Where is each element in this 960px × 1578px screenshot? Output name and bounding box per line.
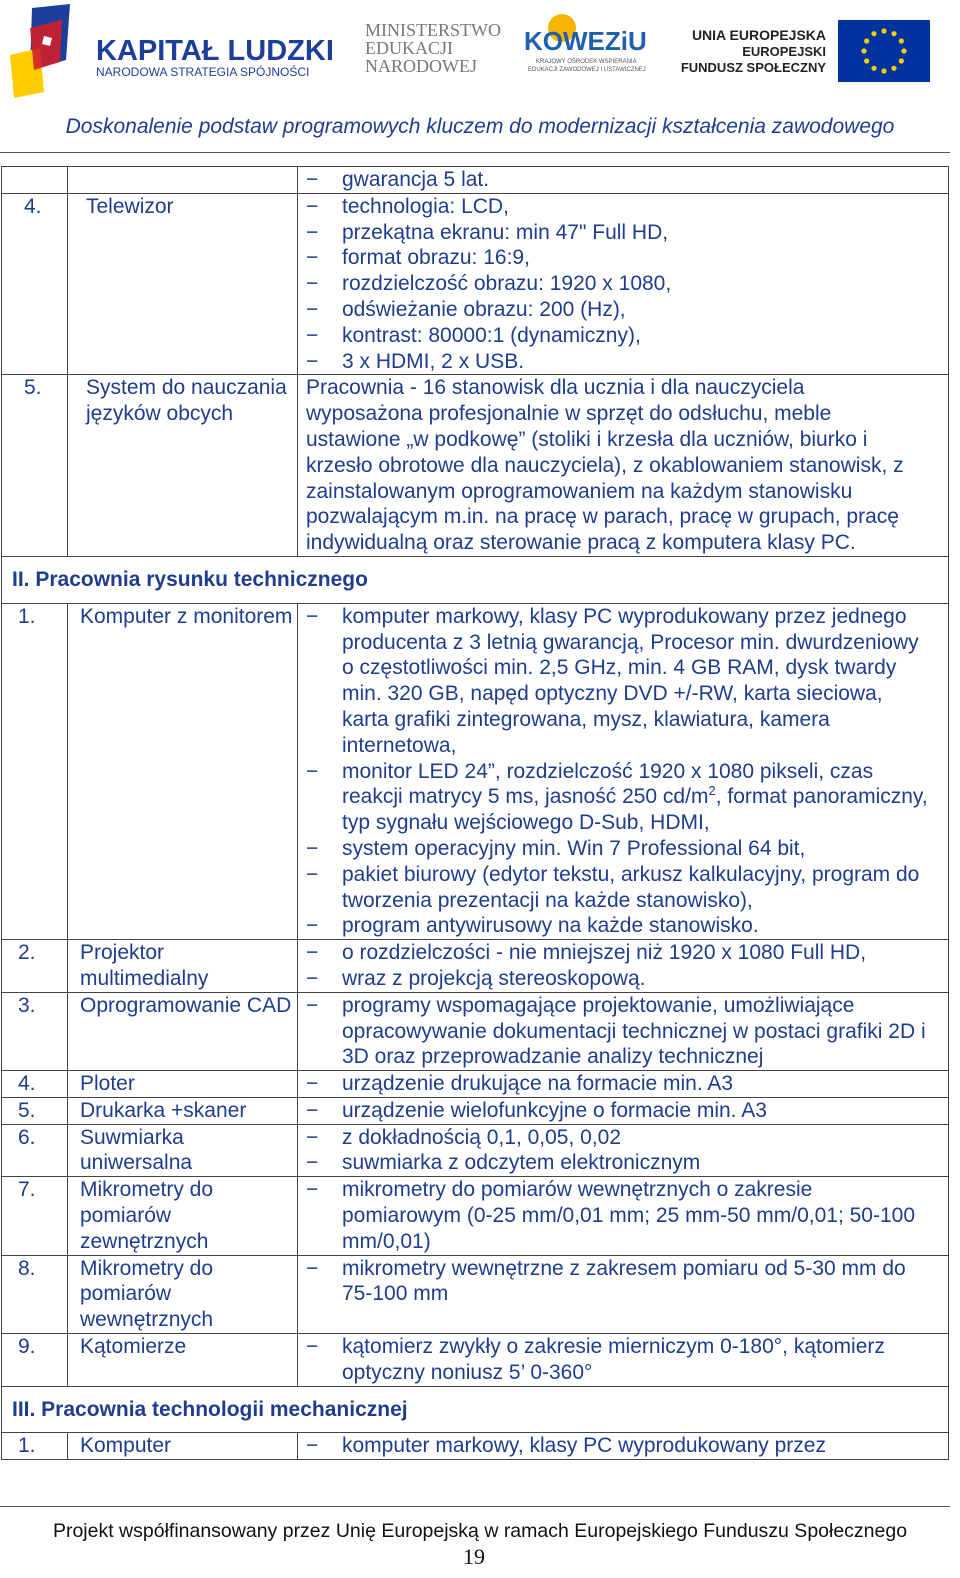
table-row bbox=[2, 1334, 949, 1387]
list-item: − wraz z projekcją stereoskopową. bbox=[306, 966, 646, 990]
svg-text:EUROPEJSKI: EUROPEJSKI bbox=[742, 44, 826, 59]
spec-list bbox=[306, 836, 934, 939]
list-item: − kątomierz zwykły o zakresie mierniczym 0-180°, kątomierz optyczny noniusz 5’ 0-360° bbox=[306, 1335, 885, 1384]
item-spec: Pracownia - 16 stanowisk dla ucznia i dla nauczyciela wyposażona profesjonalnie w sprzęt do odsłuchu, meble ustawione „w podkowę” (stoliki i krzesła dla uczniów, biurko i krzesło obrotowe dla nauczyciela), z okablowaniem stanowisk, z zainstalowanym oprogramowaniem na każdym stanowisku pozwalającym m.in. na pracę w parach, pracę w grupach, pracę indywidualną oraz sterowanie pracą z komputera klasy PC. bbox=[298, 375, 949, 557]
footer-divider bbox=[0, 1506, 950, 1507]
row-number: 8. bbox=[2, 1255, 68, 1333]
item-name bbox=[68, 167, 298, 194]
item-spec bbox=[298, 1334, 949, 1387]
section-row bbox=[2, 556, 949, 603]
eu-star-icon bbox=[881, 68, 886, 73]
logo-strip bbox=[0, 0, 960, 105]
page-subtitle: Doskonalenie podstaw programowych kluczem do modernizacji kształcenia zawodowego bbox=[65, 115, 895, 138]
eu-star-icon bbox=[861, 48, 866, 53]
svg-text:KOWEZiU: KOWEZiU bbox=[524, 26, 647, 56]
equipment-table bbox=[1, 166, 949, 1460]
list-item: − komputer markowy, klasy PC wyprodukowany przez jednego producenta z 3 letnią gwarancją, Procesor min. dwurdzeniowy o częstotliwości min. 2,5 GHz, min. 4 GB RAM, dysk twardy min. 320 GB, napęd optyczny DVD +/-RW, karta sieciowa, karta grafiki zintegrowana, mysz, klawiatura, kamera internetowa, bbox=[306, 604, 919, 757]
item-name: System do nauczania języków obcych bbox=[68, 375, 298, 557]
spec-list bbox=[306, 1177, 934, 1254]
table-row bbox=[2, 1433, 949, 1460]
item-name: Drukarka +skaner bbox=[68, 1097, 298, 1124]
spec-list bbox=[306, 1334, 934, 1386]
item-name: Kątomierze bbox=[68, 1334, 298, 1387]
row-number: 6. bbox=[2, 1124, 68, 1177]
footer-text: Projekt współfinansowany przez Unię Europejską w ramach Europejskiego Funduszu Społecznego bbox=[52, 1520, 908, 1542]
list-item: − gwarancja 5 lat. bbox=[306, 168, 490, 191]
row-number: 5. bbox=[2, 1097, 68, 1124]
list-item: − programy wspomagające projektowanie, umożliwiające opracowywanie dokumentacji technicznej w postaci grafiki 2D i 3D oraz przeprowadzanie analizy technicznej bbox=[306, 993, 926, 1069]
eu-star-icon bbox=[864, 38, 869, 43]
row-number: 4. bbox=[2, 193, 68, 375]
list-item: − mikrometry do pomiarów wewnętrznych o zakresie pomiarowym (0-25 mm/0,01 mm; 25 mm-50 mm/0,01; 50-100 mm/0,01) bbox=[306, 1178, 916, 1253]
list-item: − 3 x HDMI, 2 x USB. bbox=[306, 349, 525, 373]
row-number: 1. bbox=[2, 603, 68, 939]
item-spec bbox=[298, 1255, 949, 1333]
row-number: 4. bbox=[2, 1071, 68, 1098]
koweziu-logo bbox=[524, 14, 647, 73]
spec-list bbox=[306, 940, 948, 992]
page-number: 19 bbox=[463, 1544, 485, 1569]
table-row bbox=[2, 992, 949, 1070]
svg-text:KRAJOWY OŚRODEK WSPIERANIA: KRAJOWY OŚRODEK WSPIERANIA bbox=[536, 59, 637, 65]
men-logo bbox=[365, 20, 501, 76]
item-name: Ploter bbox=[68, 1071, 298, 1098]
list-item: − urządzenie drukujące na formacie min. A3 bbox=[306, 1072, 734, 1096]
eu-logo bbox=[681, 20, 930, 82]
spec-list bbox=[306, 1256, 934, 1308]
table-row bbox=[2, 603, 949, 939]
table-row bbox=[2, 940, 949, 993]
row-number: 2. bbox=[2, 940, 68, 993]
spec-list bbox=[306, 1071, 948, 1097]
list-item: − komputer markowy, klasy PC wyprodukowany przez bbox=[306, 1434, 826, 1458]
item-name: Komputer bbox=[68, 1433, 298, 1460]
svg-text:MINISTERSTWO: MINISTERSTWO bbox=[365, 20, 501, 40]
spec-list bbox=[306, 1125, 948, 1177]
eu-star-icon bbox=[871, 31, 876, 36]
item-name: Projektor multimedialny bbox=[68, 940, 298, 993]
svg-text:UNIA EUROPEJSKA: UNIA EUROPEJSKA bbox=[691, 27, 826, 43]
eu-star-icon bbox=[899, 58, 904, 63]
list-item: − system operacyjny min. Win 7 Professional 64 bit, bbox=[306, 836, 806, 860]
list-item: − monitor LED 24”, rozdzielczość 1920 x 1080 pikseli, czas reakcji matrycy 5 ms, jasność 250 $cd/m^2$, format panoramiczny, typ sygnału wejściowego D-Sub, HDMI, bbox=[306, 759, 928, 835]
item-name: Mikrometry do pomiarów zewnętrznych bbox=[68, 1177, 298, 1255]
list-item: − z dokładnością 0,1, 0,05, 0,02 bbox=[306, 1125, 622, 1149]
svg-text:EDUKACJI: EDUKACJI bbox=[365, 38, 453, 58]
item-spec bbox=[298, 940, 949, 993]
list-item: − pakiet biurowy (edytor tekstu, arkusz kalkulacyjny, program do tworzenia prezentacji na każde stanowisko), bbox=[306, 862, 920, 912]
row-number: 1. bbox=[2, 1433, 68, 1460]
item-name: Oprogramowanie CAD bbox=[68, 992, 298, 1070]
svg-text:EDUKACJI ZAWODOWEJ I USTAWICZN: EDUKACJI ZAWODOWEJ I USTAWICZNEJ bbox=[528, 67, 646, 73]
table-row bbox=[2, 375, 949, 557]
item-name: Mikrometry do pomiarów wewnętrznych bbox=[68, 1255, 298, 1333]
list-item: − suwmiarka z odczytem elektronicznym bbox=[306, 1151, 701, 1175]
list-item: − kontrast: 80000:1 (dynamiczny), bbox=[306, 323, 641, 347]
item-spec bbox=[298, 603, 949, 939]
table-row bbox=[2, 1255, 949, 1333]
item-spec bbox=[298, 167, 949, 194]
list-item: − przekątna ekranu: min 47" Full HD, bbox=[306, 220, 669, 244]
list-item: − o rozdzielczości - nie mniejszej niż 1920 x 1080 Full HD, bbox=[306, 941, 867, 965]
section-heading: II. Pracownia rysunku technicznego bbox=[2, 556, 949, 603]
eu-star-icon bbox=[881, 28, 886, 33]
item-spec bbox=[298, 1071, 949, 1098]
eu-star-icon bbox=[891, 31, 896, 36]
section-row bbox=[2, 1386, 949, 1433]
spec-list bbox=[306, 1098, 948, 1124]
header-divider bbox=[0, 152, 950, 153]
eu-star-icon bbox=[871, 66, 876, 71]
table-row bbox=[2, 193, 949, 375]
svg-text:NARODOWA STRATEGIA SPÓJNOŚCI: NARODOWA STRATEGIA SPÓJNOŚCI bbox=[96, 65, 310, 79]
table-row bbox=[2, 1071, 949, 1098]
list-item: − mikrometry wewnętrzne z zakresem pomiaru od 5-30 mm do 75-100 mm bbox=[306, 1256, 906, 1306]
item-spec bbox=[298, 1177, 949, 1255]
section-heading: III. Pracownia technologii mechanicznej bbox=[2, 1386, 949, 1433]
list-item: − technologia: LCD, bbox=[306, 194, 509, 218]
header-logos bbox=[0, 0, 960, 105]
spec-list bbox=[306, 194, 948, 375]
eu-star-icon bbox=[891, 66, 896, 71]
table-row bbox=[2, 1124, 949, 1177]
item-name: Telewizor bbox=[68, 193, 298, 375]
item-name: Suwmiarka uniwersalna bbox=[68, 1124, 298, 1177]
spec-list bbox=[306, 167, 948, 193]
item-spec bbox=[298, 1433, 949, 1460]
item-spec bbox=[298, 193, 949, 375]
list-item: − urządzenie wielofunkcyjne o formacie min. A3 bbox=[306, 1098, 767, 1122]
row-number: 5. bbox=[2, 375, 68, 557]
svg-text:FUNDUSZ SPOŁECZNY: FUNDUSZ SPOŁECZNY bbox=[680, 60, 826, 75]
eu-star-icon bbox=[864, 58, 869, 63]
list-item: − format obrazu: 16:9, bbox=[306, 246, 530, 270]
svg-text:KAPITAŁ LUDZKI: KAPITAŁ LUDZKI bbox=[96, 35, 334, 67]
kapital-ludzki-logo bbox=[10, 4, 334, 98]
spec-list bbox=[306, 1433, 948, 1459]
spec-list bbox=[306, 604, 934, 836]
eu-star-icon bbox=[901, 48, 906, 53]
list-item: − program antywirusowy na każde stanowisko. bbox=[306, 914, 759, 938]
eu-star-icon bbox=[899, 38, 904, 43]
row-number: 9. bbox=[2, 1334, 68, 1387]
list-item: − rozdzielczość obrazu: 1920 x 1080, bbox=[306, 272, 672, 296]
row-number: 3. bbox=[2, 992, 68, 1070]
item-spec bbox=[298, 1124, 949, 1177]
row-number bbox=[2, 167, 68, 194]
row-number: 7. bbox=[2, 1177, 68, 1255]
item-spec bbox=[298, 1097, 949, 1124]
svg-text:NARODOWEJ: NARODOWEJ bbox=[365, 56, 477, 76]
table-row bbox=[2, 167, 949, 194]
item-spec bbox=[298, 992, 949, 1070]
table-row bbox=[2, 1097, 949, 1124]
item-name: Komputer z monitorem bbox=[68, 603, 298, 939]
list-item: − odświeżanie obrazu: 200 (Hz), bbox=[306, 297, 626, 321]
table-row bbox=[2, 1177, 949, 1255]
spec-list bbox=[306, 993, 934, 1070]
